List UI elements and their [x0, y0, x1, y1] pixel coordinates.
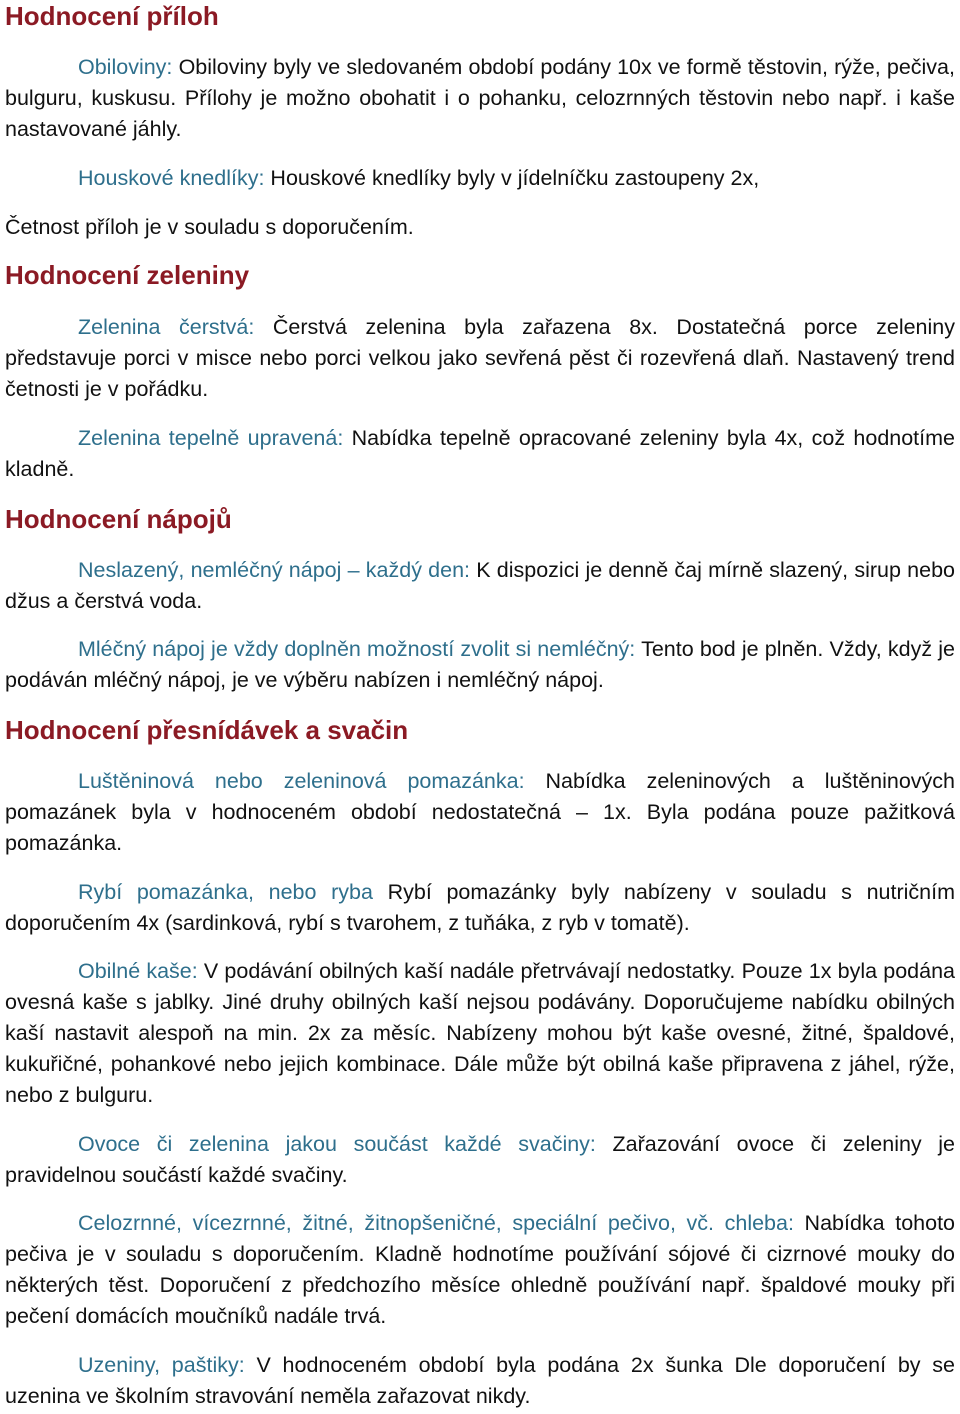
label-mlecny-napoj: Mléčný nápoj je vždy doplněn možností zvolit si nemléčný:: [78, 637, 636, 661]
text-lusteninova-pomazanka: Nabídka zeleninových a luštěninových pomazánek byla v hodnoceném období nedostatečná – 1x. Byla podána pouze pažitková pomazánka.: [5, 769, 956, 855]
heading-zeleniny: Hodnocení zeleniny: [5, 260, 250, 290]
text-celozrnne-pecivo: Nabídka tohoto pečiva je v souladu s doporučením. Kladně hodnotíme používání sójové či cizrnové mouky do některých těst. Doporučení z předchozího měsíce ohledně používání např. špaldové mouky při pečení domácích moučníků nadále trvá.: [5, 1211, 955, 1328]
paragraph-uzeniny-pastiky: [5, 1350, 955, 1412]
paragraph-obiloviny: [5, 52, 955, 145]
paragraph-mlecny-napoj: [5, 634, 955, 696]
heading-napoju: Hodnocení nápojů: [5, 504, 232, 534]
paragraph-neslazeny-napoj: [5, 555, 955, 617]
paragraph-obilne-kase: [5, 956, 955, 1111]
paragraph-ovoce-zelenina: [5, 1129, 955, 1191]
label-zelenina-tepelne: Zelenina tepelně upravená:: [78, 426, 344, 450]
text-ovoce-zelenina: Zařazování ovoce či zeleniny je pravidelnou součástí každé svačiny.: [5, 1132, 956, 1187]
text-neslazeny-napoj: K dispozici je denně čaj mírně slazený, sirup nebo džus a čerstvá voda.: [5, 558, 955, 613]
text-zelenina-cerstva: Čerstvá zelenina byla zařazena 8x. Dostatečná porce zeleniny představuje porci v misce nebo porci velkou jako sevřená pěst či rozevřená dlaň. Nastavený trend četnosti je v pořádku.: [5, 315, 955, 401]
text-obiloviny: Obiloviny byly ve sledovaném období podány 10x ve formě těstovin, rýže, pečiva, bulguru, kuskusu. Přílohy je možno obohatit i o pohanku, celozrnných těstovin nebo např. i kaše nastavované jáhly.: [5, 55, 955, 141]
paragraph-houskove-knedliky: [5, 163, 955, 194]
label-neslazeny-napoj: Neslazený, nemléčný nápoj – každý den:: [78, 558, 471, 582]
label-ovoce-zelenina: Ovoce či zelenina jakou součást každé svačiny:: [78, 1132, 596, 1156]
paragraph-zelenina-cerstva: [5, 312, 955, 405]
label-lusteninova-pomazanka: Luštěninová nebo zeleninová pomazánka:: [78, 769, 525, 793]
label-obilne-kase: Obilné kaše:: [78, 959, 198, 983]
text-mlecny-napoj: Tento bod je plněn. Vždy, když je podáván mléčný nápoj, je ve výběru nabízen i nemléčný nápoj.: [5, 637, 955, 692]
text-uzeniny-pastiky: V hodnoceném období byla podána 2x šunka Dle doporučení by se uzenina ve školním stravování neměla zařazovat nikdy.: [5, 1353, 955, 1408]
paragraph-rybi-pomazanka: [5, 877, 955, 939]
text-rybi-pomazanka: Rybí pomazánky byly nabízeny v souladu s nutričním doporučením 4x (sardinková, rybí s tvarohem, z tuňáka, z ryb v tomatě).: [5, 880, 955, 935]
paragraph-celozrnne-pecivo: [5, 1208, 955, 1332]
label-obiloviny: Obiloviny:: [78, 55, 173, 79]
paragraph-lusteninova-pomazanka: [5, 766, 955, 859]
label-houskove-knedliky: Houskové knedlíky:: [78, 166, 265, 190]
label-rybi-pomazanka: Rybí pomazánka, nebo ryba: [78, 880, 373, 904]
paragraph-cetnost-priloh: Četnost příloh je v souladu s doporučením.: [5, 215, 414, 239]
heading-svacin: Hodnocení přesnídávek a svačin: [5, 715, 409, 745]
label-zelenina-cerstva: Zelenina čerstvá:: [78, 315, 255, 339]
text-houskove-knedliky: Houskové knedlíky byly v jídelníčku zastoupeny 2x,: [264, 166, 760, 190]
text-obilne-kase: V podávání obilných kaší nadále přetrvávají nedostatky. Pouze 1x byla podána ovesná kaše s jablky. Jiné druhy obilných kaší nejsou podávány. Doporučujeme nabídku obilných kaší nastavit alespoň na min. 2x za měsíc. Nabízeny mohou být kaše ovesné, žitné, špaldové, kukuřičné, pohankové nebo jejich kombinace. Dále může být obilná kaše připravena z jáhel, rýže, nebo z bulguru.: [5, 959, 955, 1107]
label-celozrnne-pecivo: Celozrnné, vícezrnné, žitné, žitnopšeničné, speciální pečivo, vč. chleba:: [78, 1211, 794, 1235]
label-uzeniny-pastiky: Uzeniny, paštiky:: [78, 1353, 245, 1377]
heading-prilohy: Hodnocení příloh: [5, 1, 219, 31]
paragraph-zelenina-tepelne: [5, 423, 955, 485]
text-zelenina-tepelne: Nabídka tepelně opracované zeleniny byla 4x, což hodnotíme kladně.: [5, 426, 955, 481]
